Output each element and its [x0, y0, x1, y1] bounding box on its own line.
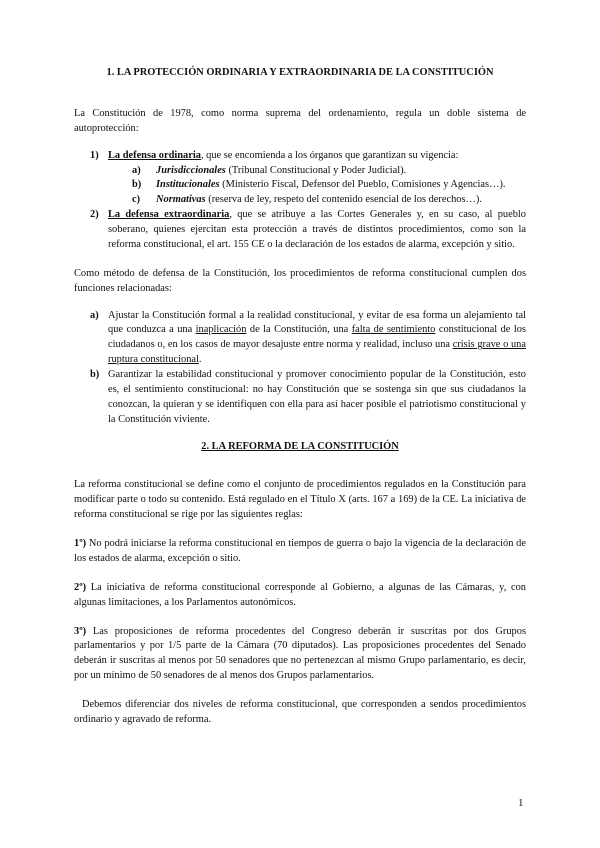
closing-paragraph: Debemos diferenciar dos niveles de reforma constitucional, que corresponden a sendos procedimientos ordinario y agravado de reforma. — [74, 699, 526, 725]
function-text: Ajustar la Constitución formal a la realidad constitucional, y evitar de esa forma un alejamiento tal que conduzca a una — [108, 309, 526, 336]
rule-marker: 3º) — [74, 625, 87, 637]
rule-1 — [74, 537, 526, 567]
method-paragraph: Como método de defensa de la Constitución, los procedimientos de reforma constitucional cumplen dos funciones relacionadas: — [74, 267, 526, 294]
list-item-text: , que se encomienda a los órganos que garantizan su vigencia: — [200, 149, 459, 161]
list-marker: 2) — [90, 209, 99, 221]
term-defensa-ordinaria: La defensa ordinaria — [108, 149, 201, 161]
rule-text: La iniciativa de reforma constitucional corresponde al Gobierno, a algunas de las Cámaras, y, con algunas limitaciones, a los Parlamentos autonómicos. — [74, 581, 526, 608]
list-item-defensa-ordinaria — [74, 149, 526, 209]
function-text: de la Constitución, una — [246, 324, 352, 336]
underlined-term: crisis grave o una ruptura constitucional — [108, 339, 526, 366]
rule-3 — [74, 625, 526, 685]
rule-2 — [74, 581, 526, 611]
section-2-intro: La reforma constitucional se define como el conjunto de procedimientos regulados en la Constitución para modificar parte o todo su contenido. Está regulado en el Título X (arts. 167 a 169) de la CE. La iniciativa de reforma constitucional se rige por las siguientes reglas: — [74, 479, 526, 521]
subitem-text: (reserva de ley, respeto del contenido esencial de los derechos…). — [205, 194, 482, 206]
function-text: . — [198, 354, 202, 366]
sub-marker: c) — [132, 194, 141, 206]
subitem-normativas — [108, 193, 526, 208]
sub-marker: b) — [132, 179, 142, 191]
list-item-defensa-extraordinaria — [74, 208, 526, 253]
page-content — [74, 66, 526, 728]
functions-list — [74, 309, 526, 428]
underlined-term: falta de sentimiento — [351, 324, 436, 336]
rule-marker: 2º) — [74, 581, 87, 593]
rule-text: Las proposiciones de reforma procedentes del Congreso deberán ir suscritas por dos Grupos parlamentarios y por 1/5 parte de la Cámara (70 diputados). Las proposiciones procedentes del Senado deberán ir suscritas al menos por 50 senadores que no pertenezcan al mismo Grupo parlamentario, es decir, por un mínimo de 50 senadores de al menos dos Grupos parlamentarios. — [74, 625, 526, 682]
function-item-a — [74, 309, 526, 369]
underlined-term: inaplicación — [195, 324, 247, 336]
page-number: 1 — [518, 797, 524, 809]
section-1-intro: La Constitución de 1978, como norma suprema del ordenamiento, regula un doble sistema de autoprotección: — [74, 107, 526, 134]
rule-text: No podrá iniciarse la reforma constitucional en tiempos de guerra o bajo la vigencia de la declaración de los estados de alarma, excepción o sitio. — [74, 538, 526, 564]
subitem-text: (Tribunal Constitucional y Poder Judicial). — [225, 164, 407, 176]
section-1-title: 1. LA PROTECCIÓN ORDINARIA Y EXTRAORDINARIA DE LA CONSTITUCIÓN — [106, 67, 494, 78]
function-item-b — [74, 368, 526, 428]
section-2-title — [74, 440, 526, 455]
term-normativas: Normativas — [156, 194, 206, 206]
function-text: Garantizar la estabilidad constitucional y promover conocimiento popular de la Constitución, esto es, el sentimiento constitucional: no hay Constitución que se sostenga sin que sus ciudadanos la conozcan, la quieran y se identifiquen con ella para así hacer posible el patriotismo constitucional y la Constitución viviente. — [108, 369, 526, 425]
function-text: constitucional de los ciudadanos o, en los casos de mayor desajuste entre norma y realidad, incluso una — [108, 324, 526, 351]
list-marker: a) — [90, 309, 99, 321]
list-item-text: , que se atribuye a las Cortes Generales y, en su caso, al pueblo soberano, quienes ejercitan esta protección a través de distintos procedimientos, como son la reforma constitucional, el art. 155 CE o la declaración de los estados de alarma, excepción y sitio. — [108, 209, 526, 250]
term-defensa-extraordinaria: La defensa extraordinaria — [108, 209, 230, 221]
term-institucionales: Institucionales — [156, 179, 220, 191]
list-marker: 1) — [90, 149, 99, 161]
term-jurisdiccionales: Jurisdiccionales — [156, 164, 226, 176]
rule-marker: 1º) — [74, 538, 87, 549]
sub-marker: a) — [132, 164, 141, 176]
subitem-institucionales — [108, 178, 526, 193]
list-marker: b) — [90, 369, 100, 380]
subitem-jurisdiccionales — [108, 164, 526, 179]
subitem-text: (Ministerio Fiscal, Defensor del Pueblo, Comisiones y Agencias…). — [219, 179, 506, 191]
ordinary-subitems — [108, 164, 526, 209]
defense-list — [74, 149, 526, 253]
section-2-title-text: 2. LA REFORMA DE LA CONSTITUCIÓN — [201, 440, 399, 452]
